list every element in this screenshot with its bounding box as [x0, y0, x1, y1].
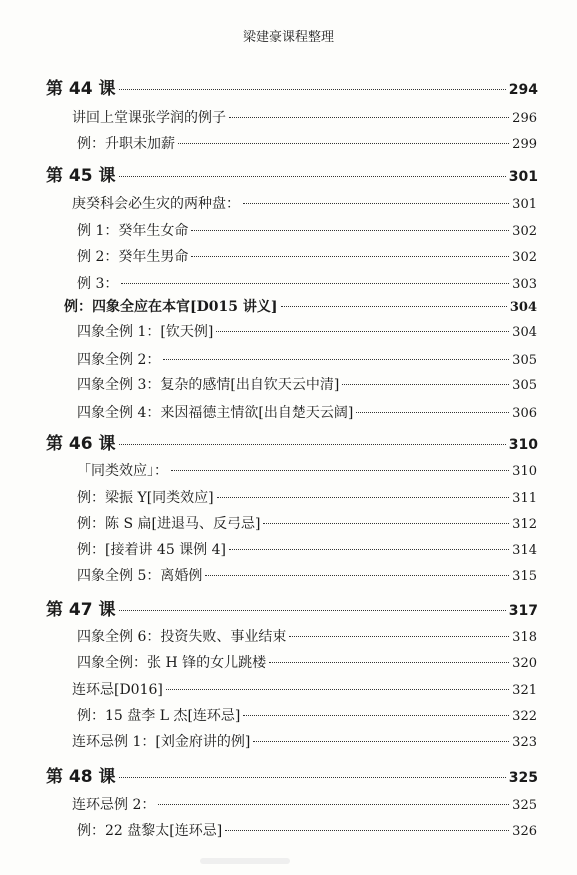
toc-entry-title: 第 47 课: [46, 600, 116, 620]
toc-entry-title: 四象全例 3：复杂的感情[出自钦天云中清]: [77, 377, 340, 393]
toc-entry[interactable]: [72, 679, 537, 699]
toc-entry[interactable]: [77, 273, 537, 293]
toc-entry-title: 连环忌[D016]: [72, 682, 163, 698]
toc-dot-leader: [178, 143, 509, 144]
toc-entry-title: 例：22 盘黎太[连环忌]: [77, 823, 223, 839]
toc-page-number: 317: [508, 603, 538, 619]
toc-entry-title: 第 45 课: [46, 166, 116, 186]
toc-entry-title: 讲回上堂课张学润的例子: [72, 110, 226, 126]
toc-entry[interactable]: [77, 626, 537, 646]
toc-entry-title: 例 2：癸年生男命: [77, 249, 189, 265]
toc-entry-title: 例：[接着讲 45 课例 4]: [77, 542, 226, 558]
toc-dot-leader: [217, 497, 510, 498]
toc-entry-title: 「同类效应」：: [77, 463, 168, 479]
toc-page-number: 294: [508, 82, 538, 98]
toc-entry[interactable]: [77, 820, 537, 840]
toc-page-number: 302: [512, 224, 537, 239]
toc-entry-title: 连环忌例 1：[刘金府讲的例]: [72, 734, 251, 750]
page-header: 梁建豪课程整理: [242, 30, 334, 45]
toc-dot-leader: [253, 741, 509, 742]
toc-dot-leader: [342, 384, 509, 385]
toc-page-number: 323: [512, 735, 537, 750]
toc-dot-leader: [119, 610, 506, 611]
toc-entry-title: 第 44 课: [46, 79, 116, 99]
toc-dot-leader: [191, 230, 509, 231]
toc-dot-leader: [356, 412, 509, 413]
toc-dot-leader: [119, 89, 506, 90]
toc-entry[interactable]: [77, 513, 537, 533]
toc-lesson-heading[interactable]: [46, 595, 538, 620]
toc-entry[interactable]: [77, 565, 537, 585]
toc-entry[interactable]: [77, 402, 537, 422]
toc-entry-title: 四象全例 6：投资失败、事业结束: [77, 629, 287, 645]
toc-entry-title: 例：15 盘李 L 杰[连环忌]: [77, 708, 241, 724]
toc-entry[interactable]: [72, 193, 537, 213]
toc-dot-leader: [166, 689, 509, 690]
toc-entry[interactable]: [77, 321, 537, 341]
toc-entry[interactable]: [77, 349, 537, 369]
toc-entry-title: 例 1：癸年生女命: [77, 223, 189, 239]
toc-entry-title: 第 48 课: [46, 767, 116, 787]
toc-dot-leader: [269, 662, 509, 663]
toc-entry[interactable]: [77, 539, 537, 559]
toc-page-number: 325: [512, 798, 537, 813]
toc-page-number: 302: [512, 250, 537, 265]
toc-dot-leader: [121, 283, 509, 284]
toc-dot-leader: [158, 804, 509, 805]
toc-entry[interactable]: [72, 794, 537, 814]
toc-entry[interactable]: [72, 731, 537, 751]
toc-dot-leader: [163, 359, 509, 360]
toc-dot-leader: [119, 176, 506, 177]
toc-entry-title: 四象全例：张 H 锋的女儿跳楼: [77, 655, 267, 671]
toc-page-number: 310: [512, 464, 537, 479]
toc-entry-title: 第 46 课: [46, 434, 116, 454]
toc-entry-title: 例：四象全应在本官[D015 讲义]: [64, 299, 278, 315]
toc-dot-leader: [263, 523, 509, 524]
toc-entry[interactable]: [77, 220, 537, 240]
toc-entry[interactable]: [64, 296, 537, 316]
toc-page-number: 303: [512, 277, 537, 292]
toc-dot-leader: [119, 444, 506, 445]
toc-page-number: 310: [508, 437, 538, 453]
toc-entry-title: 例 3：: [77, 276, 119, 292]
toc-page-number: 305: [512, 353, 537, 368]
toc-entry-title: 连环忌例 2：: [72, 797, 156, 813]
toc-page-number: 315: [512, 569, 537, 584]
toc-page-number: 312: [512, 517, 537, 532]
toc-entry[interactable]: [77, 374, 537, 394]
toc-entry[interactable]: [77, 487, 537, 507]
toc-dot-leader: [119, 777, 506, 778]
toc-page-number: 318: [512, 630, 537, 645]
toc-page-number: 322: [512, 709, 537, 724]
toc-page-number: 304: [512, 325, 537, 340]
toc-dot-leader: [191, 256, 509, 257]
toc-entry[interactable]: [77, 246, 537, 266]
toc-page-number: 296: [512, 111, 537, 126]
toc-dot-leader: [171, 470, 509, 471]
toc-entry-title: 四象全例 5：离婚例: [77, 568, 203, 584]
toc-page-number: 325: [508, 770, 538, 786]
toc-page-number: 306: [512, 406, 537, 421]
toc-page-number: 311: [512, 491, 537, 506]
toc-dot-leader: [205, 575, 509, 576]
toc-dot-leader: [225, 830, 509, 831]
toc-entry[interactable]: [72, 107, 537, 127]
toc-page-number: 304: [509, 300, 537, 315]
toc-entry-title: 四象全例 4：来因福德主情欲[出自楚天云阔]: [77, 405, 354, 421]
toc-entry-title: 例：升职未加薪: [77, 136, 175, 152]
toc-dot-leader: [229, 117, 509, 118]
toc-entry-title: 例：陈 S 扁[进退马、反弓忌]: [77, 516, 261, 532]
toc-page-number: 314: [512, 543, 537, 558]
toc-page-number: 320: [512, 656, 537, 671]
toc-entry-title: 四象全例 2：: [77, 352, 161, 368]
toc-entry[interactable]: [77, 460, 537, 480]
toc-lesson-heading[interactable]: [46, 74, 538, 99]
toc-dot-leader: [289, 636, 509, 637]
toc-entry-title: 庚癸科会必生灾的两种盘：: [72, 196, 240, 212]
toc-lesson-heading[interactable]: [46, 762, 538, 787]
toc-page-number: 326: [512, 824, 537, 839]
toc-page-number: 301: [508, 169, 538, 185]
toc-page-number: 301: [512, 197, 537, 212]
toc-dot-leader: [243, 203, 509, 204]
toc-dot-leader: [243, 715, 509, 716]
toc-dot-leader: [229, 549, 509, 550]
toc-entry[interactable]: [77, 705, 537, 725]
toc-lesson-heading[interactable]: [46, 161, 538, 186]
scan-smudge: [200, 858, 290, 864]
toc-entry-title: 例：梁振 Y[同类效应]: [77, 490, 214, 506]
toc-page-number: 305: [512, 378, 537, 393]
toc-page-number: 321: [512, 683, 537, 698]
toc-lesson-heading[interactable]: [46, 429, 538, 454]
toc-entry[interactable]: [77, 133, 537, 153]
toc-entry[interactable]: [77, 652, 537, 672]
toc-dot-leader: [281, 306, 507, 307]
toc-page-number: 299: [512, 137, 537, 152]
toc-dot-leader: [216, 331, 509, 332]
toc-entry-title: 四象全例 1：[钦天例]: [77, 324, 214, 340]
